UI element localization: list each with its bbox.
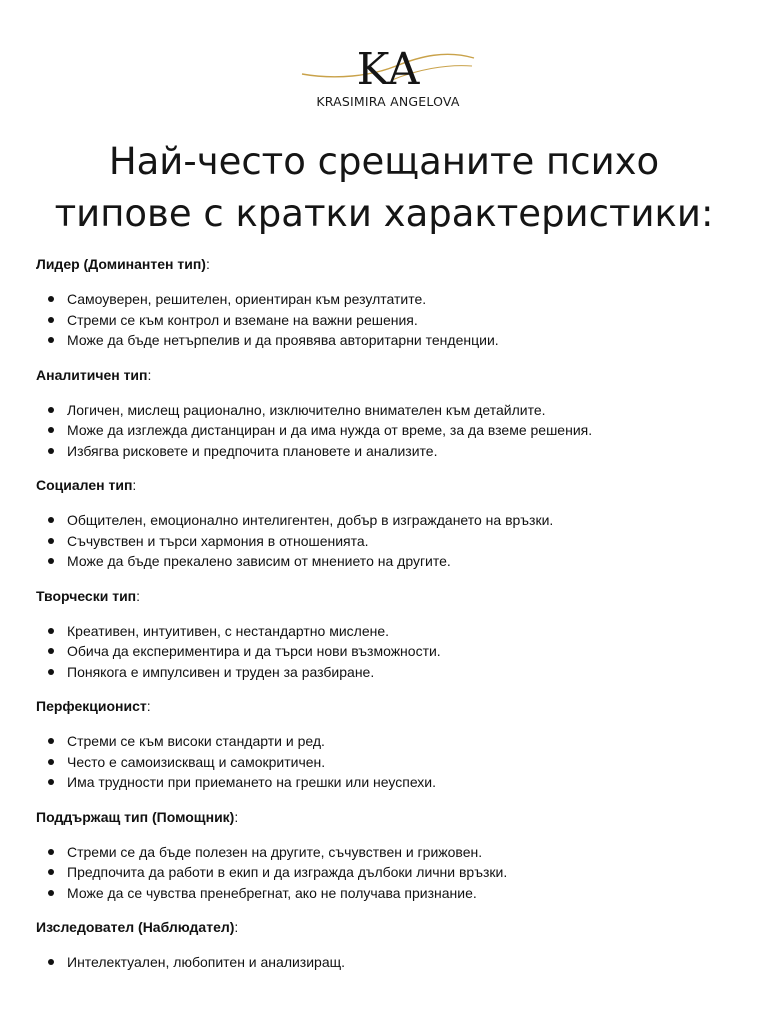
list-item	[36, 400, 736, 421]
section-name: Лидер (Доминантен тип)	[36, 256, 206, 272]
bullet-icon	[48, 779, 54, 785]
section	[36, 917, 736, 973]
list-item	[36, 420, 736, 441]
bullet-list	[36, 731, 736, 793]
list-item	[36, 310, 736, 331]
bullet-icon	[48, 517, 54, 523]
list-item	[36, 662, 736, 683]
list-item-text: Самоуверен, решителен, ориентиран към резултатите.	[67, 291, 427, 307]
list-item	[36, 289, 736, 310]
title-line-1: Най-често срещаните психо	[108, 140, 660, 183]
list-item	[36, 731, 736, 752]
list-item-text: Може да бъде прекалено зависим от мнението на другите.	[67, 553, 451, 569]
bullet-icon	[48, 558, 54, 564]
bullet-list	[36, 621, 736, 683]
bullet-list	[36, 952, 736, 973]
bullet-icon	[48, 849, 54, 855]
list-item-text: Креативен, интуитивен, с нестандартно мислене.	[67, 622, 390, 639]
bullet-icon	[48, 448, 54, 454]
list-item-text: Интелектуален, любопитен и анализиращ.	[67, 954, 346, 970]
list-item	[36, 842, 736, 863]
list-item	[36, 551, 736, 572]
list-item-text: Общителен, емоционално интелигентен, добър в изграждането на връзки.	[67, 512, 554, 528]
list-item-text: Може да бъде нетърпелив и да проявява авторитарни тенденции.	[67, 332, 499, 348]
section	[36, 696, 736, 793]
section-name: Перфекционист	[36, 698, 147, 714]
list-item	[36, 952, 736, 973]
bullet-icon	[48, 538, 54, 544]
list-item	[36, 330, 736, 351]
list-item-text: Стреми се към високи стандарти и ред.	[67, 733, 325, 749]
section	[36, 254, 736, 351]
list-item-text: Стреми се към контрол и вземане на важни решения.	[67, 311, 418, 328]
section	[36, 586, 736, 683]
list-item-text: Често е самоизискващ и самокритичен.	[67, 753, 326, 770]
bullet-icon	[48, 669, 54, 675]
list-item	[36, 752, 736, 773]
list-item	[36, 772, 736, 793]
bullet-icon	[48, 759, 54, 765]
list-item	[36, 510, 736, 531]
section	[36, 807, 736, 904]
page-title	[0, 136, 768, 240]
list-item-text: Избягва рисковете и предпочита плановете и анализите.	[67, 442, 438, 459]
bullet-icon	[48, 890, 54, 896]
section-name: Изследовател (Наблюдател)	[36, 919, 235, 935]
section-heading: Лидер (Доминантен тип):	[36, 256, 210, 272]
section-name: Социален тип	[36, 477, 133, 493]
list-item	[36, 641, 736, 662]
section-name: Творчески тип	[36, 587, 137, 604]
bullet-list	[36, 842, 736, 904]
section-heading: Социален тип:	[36, 477, 137, 493]
list-item-text: Съчувствен и търси хармония в отношенията.	[67, 532, 369, 549]
list-item	[36, 862, 736, 883]
bullet-icon	[48, 648, 54, 654]
bullet-list	[36, 289, 736, 351]
list-item	[36, 531, 736, 552]
title-line-2: типове с кратки характеристики:	[54, 192, 714, 235]
bullet-icon	[48, 628, 54, 634]
logo-monogram: KA	[356, 44, 420, 95]
section-heading: Творчески тип:	[36, 587, 141, 604]
section-heading: Поддържащ тип (Помощник):	[36, 808, 239, 825]
content	[36, 254, 736, 987]
section	[36, 365, 736, 462]
list-item-text: Понякога е импулсивен и труден за разбиране.	[67, 663, 375, 680]
bullet-list	[36, 510, 736, 572]
bullet-icon	[48, 317, 54, 323]
list-item-text: Може да изглежда дистанциран и да има нужда от време, за да вземе решения.	[67, 422, 593, 438]
bullet-icon	[48, 738, 54, 744]
section-heading: Перфекционист:	[36, 698, 151, 714]
list-item	[36, 441, 736, 462]
brand-name: KRASIMIRA ANGELOVA	[316, 94, 460, 109]
section	[36, 475, 736, 572]
list-item-text: Обича да експериментира и да търси нови възможности.	[67, 643, 441, 659]
bullet-icon	[48, 337, 54, 343]
list-item-text: Предпочита да работи в екип и да изгражда дълбоки лични връзки.	[67, 864, 508, 880]
list-item	[36, 621, 736, 642]
list-item-text: Стреми се да бъде полезен на другите, съчувствен и грижовен.	[67, 843, 483, 860]
bullet-icon	[48, 959, 54, 965]
section-name: Поддържащ тип (Помощник)	[36, 808, 235, 825]
bullet-icon	[48, 869, 54, 875]
list-item	[36, 883, 736, 904]
bullet-list	[36, 400, 736, 462]
section-name: Аналитичен тип	[36, 366, 148, 383]
list-item-text: Може да се чувства пренебрегнат, ако не получава признание.	[67, 884, 477, 901]
bullet-icon	[48, 296, 54, 302]
section-heading: Изследовател (Наблюдател):	[36, 919, 239, 935]
bullet-icon	[48, 427, 54, 433]
list-item-text: Логичен, мислещ рационално, изключително внимателен към детайлите.	[67, 401, 546, 418]
list-item-text: Има трудности при приемането на грешки или неуспехи.	[67, 774, 437, 790]
bullet-icon	[48, 407, 54, 413]
section-heading: Аналитичен тип:	[36, 366, 152, 383]
